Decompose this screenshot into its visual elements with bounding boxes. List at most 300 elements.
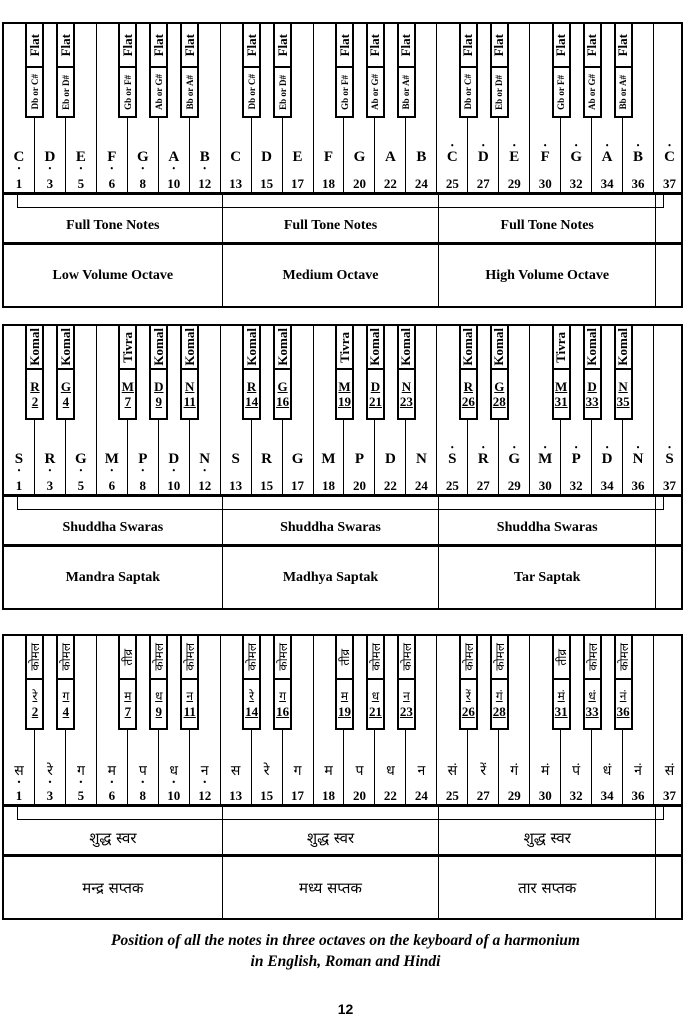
white-key-note — [97, 451, 127, 468]
key-number: 36 — [631, 176, 645, 191]
komal-note: ग — [279, 689, 286, 703]
black-key-body — [151, 68, 166, 116]
black-key[interactable] — [180, 634, 199, 730]
sharp-flat-name: Db or C# — [463, 74, 474, 110]
sharp-flat-name: Gb or F# — [339, 74, 350, 110]
note-label: S — [231, 451, 240, 467]
page-number: 12 — [337, 1001, 354, 1017]
black-key[interactable] — [335, 22, 354, 118]
cell-text: शुद्ध स्वर — [89, 829, 137, 847]
black-key[interactable] — [180, 324, 199, 420]
black-key-header — [182, 326, 197, 370]
white-key-note — [97, 149, 127, 166]
black-key-header — [337, 636, 352, 680]
key-number: 17 — [291, 478, 305, 493]
note-label: E • — [76, 149, 86, 166]
note-label: मं — [541, 763, 550, 779]
black-key-body — [120, 680, 135, 728]
black-key[interactable] — [459, 324, 478, 420]
komal-label: Komal — [26, 328, 42, 366]
key-number: 17 — [291, 176, 305, 191]
note-label: नं — [634, 763, 642, 779]
white-key-note — [221, 149, 251, 166]
komal-note: रे — [249, 689, 255, 703]
flat-label: Flat — [336, 33, 352, 57]
key-number: 26 — [461, 394, 475, 409]
black-key-body — [399, 680, 414, 728]
black-key-body — [492, 680, 507, 728]
note-label: रे • — [47, 761, 53, 780]
key-number: 9 — [155, 704, 163, 719]
black-key[interactable] — [149, 22, 168, 118]
black-key-body — [244, 370, 259, 418]
komal-label: Komal — [491, 328, 507, 366]
group-label — [439, 497, 656, 544]
komal-note: म — [124, 689, 132, 703]
note-label: N — [415, 451, 427, 467]
white-key-note — [97, 761, 127, 780]
key-number: 6 — [108, 176, 116, 191]
key-number: 27 — [476, 176, 490, 191]
white-key-note — [190, 451, 220, 468]
black-key-body — [554, 68, 569, 116]
black-key-body — [27, 370, 42, 418]
black-key-header — [182, 636, 197, 680]
black-key[interactable] — [366, 22, 385, 118]
white-key-note — [499, 761, 529, 780]
key-number: 28 — [492, 704, 506, 719]
black-key[interactable] — [397, 324, 416, 420]
note-label: C — [230, 149, 242, 165]
black-key[interactable] — [242, 22, 261, 118]
key-number: 12 — [198, 478, 212, 493]
komal-note: G — [60, 379, 71, 394]
white-key-note — [314, 149, 344, 166]
black-key[interactable] — [552, 324, 571, 420]
group-label — [223, 497, 440, 544]
flat-label: Flat — [26, 33, 42, 57]
flat-label: Flat — [584, 33, 600, 57]
black-key-body — [275, 680, 290, 728]
black-key[interactable] — [583, 22, 602, 118]
white-key-note — [66, 761, 96, 780]
note-label: F • — [107, 149, 116, 166]
note-label: G • — [137, 149, 149, 166]
cell-text: शुद्ध स्वर — [523, 829, 571, 847]
note-label: G • — [75, 451, 87, 468]
figure-caption — [0, 930, 691, 972]
black-key-body — [58, 68, 73, 116]
note-label: सं — [447, 763, 458, 779]
white-key-note — [345, 149, 375, 166]
black-key[interactable] — [366, 324, 385, 420]
sharp-flat-name: Eb or D# — [494, 74, 505, 110]
white-key-note — [35, 761, 65, 780]
note-label: प — [355, 763, 364, 779]
key-number: 20 — [352, 176, 366, 191]
black-key-body — [461, 68, 476, 116]
tivra-label: Tivra — [119, 331, 135, 363]
octave-label — [4, 547, 223, 608]
komal-note: N — [401, 379, 412, 394]
komal-note: ध — [155, 689, 163, 703]
black-key-header — [120, 326, 135, 370]
white-key[interactable] — [654, 326, 685, 494]
cell-text: Full Tone Notes — [283, 218, 378, 233]
white-key-note — [468, 149, 498, 166]
komal-label: Komal — [243, 328, 259, 366]
black-key[interactable] — [25, 634, 44, 730]
note-label: • N — [633, 451, 644, 468]
key-number: 33 — [585, 394, 599, 409]
note-label: • S — [448, 451, 456, 468]
key-number: 13 — [229, 788, 243, 803]
key-number: 8 — [139, 176, 147, 191]
black-key[interactable] — [149, 324, 168, 420]
white-key-note — [345, 761, 375, 780]
black-key[interactable] — [149, 634, 168, 730]
white-key-note — [190, 149, 220, 166]
white-key-note — [159, 149, 189, 166]
black-key[interactable] — [490, 324, 509, 420]
sharp-flat-name: Db or C# — [29, 74, 40, 110]
black-key-header — [275, 636, 290, 680]
black-key-header — [244, 24, 259, 68]
komal-note: न — [403, 689, 410, 703]
white-key-note — [314, 451, 344, 468]
black-key[interactable] — [273, 634, 292, 730]
white-key-note — [499, 149, 529, 166]
black-key[interactable] — [118, 324, 137, 420]
black-key[interactable] — [118, 634, 137, 730]
note-label: • A — [602, 149, 613, 166]
key-number: 21 — [368, 394, 382, 409]
black-key-body — [120, 68, 135, 116]
octave-row — [2, 244, 683, 308]
key-number: 3 — [46, 788, 54, 803]
white-key-note — [221, 451, 251, 468]
key-number: 18 — [322, 478, 335, 493]
komal-note: ग — [62, 689, 70, 703]
komal-label: Komal — [150, 328, 166, 366]
key-number: 23 — [399, 704, 413, 719]
key-number: 37 — [663, 788, 676, 803]
note-label: • B — [633, 149, 643, 166]
komal-label: Komal — [57, 328, 73, 366]
note-label: • R — [478, 451, 489, 468]
white-key-note — [128, 451, 158, 468]
black-key[interactable] — [459, 634, 478, 730]
key-number: 15 — [260, 478, 274, 493]
black-key[interactable] — [490, 634, 509, 730]
note-label: प • — [139, 761, 147, 780]
note-label: स — [230, 763, 241, 779]
key-number: 21 — [368, 704, 382, 719]
black-key[interactable] — [242, 324, 261, 420]
key-number: 13 — [229, 176, 243, 191]
cell-text: Shuddha Swaras — [280, 520, 381, 535]
komal-note: M — [121, 379, 134, 394]
white-key-note — [654, 761, 685, 780]
key-number: 16 — [276, 704, 290, 719]
black-key-body — [27, 68, 42, 116]
key-number: 11 — [183, 704, 196, 719]
white-key-note — [128, 149, 158, 166]
key-number: 12 — [198, 788, 212, 803]
white-key-note — [406, 761, 436, 780]
note-label: • C — [447, 149, 458, 166]
white-key-note — [4, 761, 34, 780]
black-key-body — [182, 680, 197, 728]
komal-note: ध — [371, 689, 380, 703]
komal-note: R — [463, 379, 473, 394]
cell-text: Low Volume Octave — [52, 267, 174, 283]
flat-label: Flat — [615, 33, 631, 57]
note-label: F — [323, 149, 334, 165]
key-number: 2 — [31, 704, 39, 719]
black-key[interactable] — [56, 324, 75, 420]
note-label: पं — [572, 763, 581, 779]
key-number: 8 — [139, 788, 147, 803]
black-key[interactable] — [56, 634, 75, 730]
key-number: 15 — [260, 788, 274, 803]
note-label: गं — [510, 763, 519, 779]
black-key[interactable] — [25, 324, 44, 420]
black-key-header — [554, 636, 569, 680]
cell-text: Medium Octave — [282, 267, 379, 283]
black-key[interactable] — [614, 634, 633, 730]
key-number: 5 — [77, 478, 85, 493]
komal-note: N — [618, 379, 628, 394]
black-key-header — [27, 326, 42, 370]
black-key[interactable] — [583, 634, 602, 730]
black-key-body — [182, 68, 197, 116]
cell-text: Full Tone Notes — [66, 218, 160, 233]
key-number: 4 — [62, 704, 70, 719]
group-label — [4, 195, 223, 242]
black-key-body — [337, 680, 352, 728]
white-key-note — [530, 451, 560, 468]
label-row — [2, 806, 683, 856]
black-key[interactable] — [180, 22, 199, 118]
note-label: • F — [541, 149, 550, 166]
sharp-flat-name: Gb or F# — [122, 74, 133, 110]
komal-label: Komal — [584, 328, 600, 366]
white-key[interactable] — [654, 24, 685, 192]
flat-label: Flat — [181, 33, 197, 57]
note-label: E — [292, 149, 303, 165]
black-key-body — [492, 68, 507, 116]
komal-note: रें — [465, 689, 471, 703]
black-key[interactable] — [56, 22, 75, 118]
key-number: 5 — [77, 788, 85, 803]
black-key-header — [616, 636, 631, 680]
sharp-flat-name: Ab or G# — [370, 74, 381, 110]
note-label: C • — [14, 149, 25, 166]
black-key[interactable] — [552, 22, 571, 118]
note-label: ध • — [169, 761, 178, 780]
black-key[interactable] — [614, 22, 633, 118]
note-label: • C — [664, 149, 675, 166]
roman-keyboard-panel — [2, 324, 683, 611]
white-key-note — [283, 761, 313, 780]
key-number: 37 — [663, 478, 676, 493]
cell-text: शुद्ध स्वर — [306, 829, 355, 847]
komal-note: M — [338, 379, 351, 394]
group-label — [223, 195, 440, 242]
white-key-note — [561, 451, 591, 468]
black-key[interactable] — [583, 324, 602, 420]
spare-cell — [656, 497, 685, 544]
label-row — [2, 496, 683, 546]
key-number: 7 — [124, 394, 132, 409]
cell-text: मध्य सप्तक — [299, 878, 362, 897]
key-number: 25 — [445, 176, 459, 191]
black-key[interactable] — [614, 324, 633, 420]
komal-label: Komal — [398, 328, 414, 366]
white-key-note — [592, 149, 622, 166]
note-label: D — [385, 451, 396, 467]
note-label: M — [321, 451, 336, 467]
white-key-note — [623, 761, 653, 780]
key-number: 23 — [399, 394, 413, 409]
black-key-header — [337, 326, 352, 370]
note-label: G — [291, 451, 304, 467]
black-key-body — [337, 68, 352, 116]
spare-cell — [656, 245, 685, 306]
komal-label: कोमल — [585, 643, 600, 671]
key-number: 22 — [383, 176, 397, 191]
caption-line-2: in English, Roman and Hindi — [250, 953, 441, 970]
komal-note: न — [186, 689, 194, 703]
note-label: स • — [14, 761, 23, 780]
black-key-header — [244, 636, 259, 680]
komal-note: M — [555, 379, 568, 394]
key-number: 29 — [507, 478, 521, 493]
note-label: • G — [570, 149, 582, 166]
cell-text: Madhya Saptak — [282, 569, 379, 585]
black-key[interactable] — [25, 22, 44, 118]
hindi-keyboard-panel — [2, 634, 683, 920]
key-number: 1 — [15, 176, 23, 191]
key-number: 14 — [245, 394, 259, 409]
flat-label: Flat — [460, 33, 476, 57]
black-key[interactable] — [552, 634, 571, 730]
black-key-header — [585, 636, 600, 680]
white-key-note — [406, 149, 436, 166]
key-number: 31 — [554, 704, 568, 719]
black-key[interactable] — [397, 634, 416, 730]
key-number: 4 — [62, 394, 70, 409]
white-key-note — [561, 761, 591, 780]
black-key[interactable] — [490, 22, 509, 118]
black-key-body — [337, 370, 352, 418]
black-key[interactable] — [366, 634, 385, 730]
key-number: 6 — [108, 478, 116, 493]
komal-label: कोमल — [368, 643, 383, 671]
sharp-flat-name: Ab or G# — [153, 74, 164, 110]
black-key[interactable] — [273, 324, 292, 420]
note-label: A — [385, 149, 396, 165]
white-key[interactable] — [654, 636, 685, 804]
black-key[interactable] — [242, 634, 261, 730]
komal-label: कोमल — [461, 643, 476, 671]
black-key-body — [368, 68, 383, 116]
tivra-label: Tivra — [336, 331, 352, 363]
black-key-body — [585, 370, 600, 418]
black-key-body — [120, 370, 135, 418]
octave-label — [223, 857, 440, 918]
black-key-body — [616, 68, 631, 116]
note-label: R — [261, 451, 273, 467]
white-key-note — [437, 451, 467, 468]
note-label: ध — [386, 763, 395, 779]
keyboard — [2, 324, 683, 496]
komal-label: कोमल — [152, 643, 167, 671]
black-key[interactable] — [335, 324, 354, 420]
white-key-note — [530, 149, 560, 166]
key-number: 8 — [139, 478, 147, 493]
key-number: 1 — [15, 478, 23, 493]
black-key-body — [275, 370, 290, 418]
octave-row — [2, 546, 683, 610]
black-key-body — [151, 680, 166, 728]
black-key[interactable] — [459, 22, 478, 118]
group-label — [439, 195, 656, 242]
key-number: 27 — [476, 478, 490, 493]
label-row — [2, 194, 683, 244]
english-keyboard-panel — [2, 22, 683, 308]
key-number: 24 — [414, 788, 428, 803]
cell-text: मन्द्र सप्तक — [82, 878, 144, 897]
spare-cell — [656, 857, 685, 918]
white-key-note — [375, 451, 405, 468]
key-number: 13 — [229, 478, 243, 493]
black-key[interactable] — [397, 22, 416, 118]
note-label: B — [416, 149, 427, 165]
note-label: G — [353, 149, 366, 165]
black-key-body — [244, 680, 259, 728]
key-number: 36 — [616, 704, 630, 719]
white-key-note — [561, 149, 591, 166]
note-label: रें — [480, 763, 487, 779]
key-number: 24 — [414, 176, 428, 191]
white-key-note — [159, 761, 189, 780]
key-number: 29 — [507, 176, 521, 191]
black-key-header — [492, 636, 507, 680]
key-number: 33 — [585, 704, 599, 719]
black-key[interactable] — [273, 22, 292, 118]
key-number: 9 — [155, 394, 163, 409]
black-key[interactable] — [118, 22, 137, 118]
note-label: N • — [199, 451, 210, 468]
key-number: 19 — [338, 704, 351, 719]
note-label: P — [354, 451, 365, 467]
note-label: • S — [665, 451, 673, 468]
white-key-note — [592, 451, 622, 468]
note-label: A • — [168, 149, 179, 166]
note-label: न — [417, 763, 426, 779]
black-key-header — [368, 636, 383, 680]
key-number: 35 — [616, 394, 630, 409]
black-key-body — [58, 370, 73, 418]
black-key[interactable] — [335, 634, 354, 730]
octave-label — [439, 245, 656, 306]
black-key-header — [585, 326, 600, 370]
black-key-header — [554, 24, 569, 68]
note-label: म — [324, 763, 333, 779]
key-number: 18 — [322, 788, 335, 803]
